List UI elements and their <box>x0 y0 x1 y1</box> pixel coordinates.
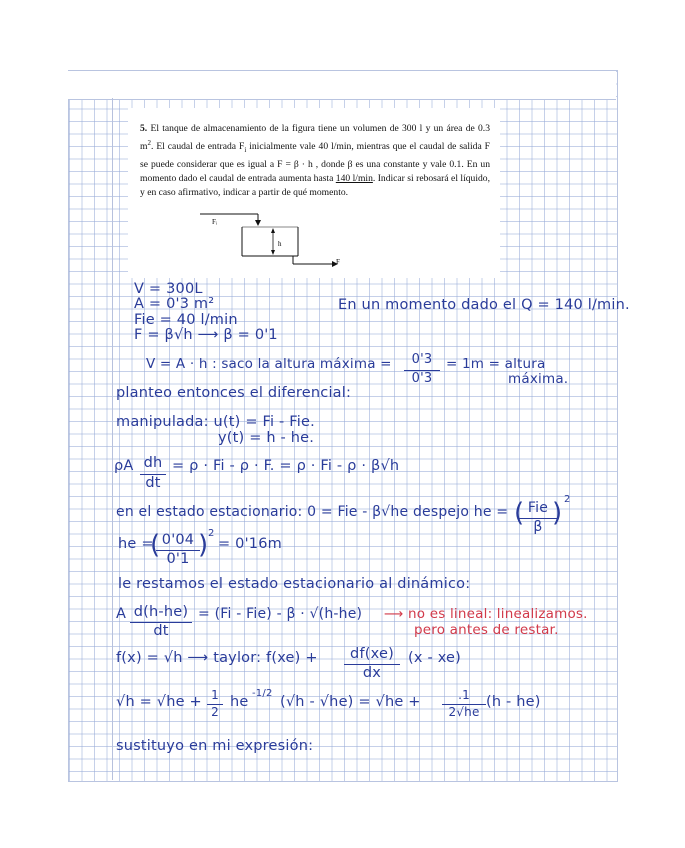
eq-sqrt-lin: √h = √he + <box>116 694 202 710</box>
note-nonlinear: ⟶ no es lineal: linealizamos. <box>384 606 588 622</box>
eq-taylor: f(x) = √h ⟶ taylor: f(xe) + <box>116 650 318 666</box>
frac-den-beta: β <box>533 519 543 535</box>
eq-he: he <box>230 694 249 710</box>
note-y-t: y(t) = h - he. <box>218 430 315 446</box>
note-f-beta: F = β√h ⟶ β = 0'1 <box>134 327 278 343</box>
problem-number: 5. <box>140 123 148 134</box>
height-label: h <box>278 240 282 248</box>
flow-out-label: F <box>336 258 340 266</box>
sup-2: 2 <box>147 139 151 148</box>
note-max-height: V = A · h : saco la altura máxima = <box>146 356 392 372</box>
note-before-subtract: pero antes de restar. <box>414 622 559 638</box>
frac-num-fie: Fie <box>527 500 549 516</box>
eq-rho-a: ρA <box>114 458 134 474</box>
problem-text-b: . El caudal de entrada F <box>150 141 245 153</box>
eq-he-value: = 0'16m <box>218 536 282 552</box>
eq-h-minus-he: (h - he) <box>486 694 541 710</box>
frac-num-01: .1 <box>458 688 470 702</box>
eq-he-label: he = <box>118 536 154 552</box>
eq-taylor-tail: (x - xe) <box>408 650 462 666</box>
sub-i: i <box>244 146 247 155</box>
frac-num-df: df(xe) <box>350 646 394 662</box>
frac-num-004: 0'04 <box>161 532 195 548</box>
note-manipulated: manipulada: u(t) = Fi - Fie. <box>116 414 315 430</box>
note-maxima: máxima. <box>508 371 569 387</box>
exp-minus-half: -1/2 <box>252 688 273 699</box>
exp-2: 2 <box>564 494 571 505</box>
problem-text-d: . Indicar si rebosará el líquido, y en caso afirmativo, indicar a partir de qué momento. <box>140 172 490 198</box>
frac-den-dt: dt <box>145 475 161 491</box>
exp-2: 2 <box>208 528 215 539</box>
problem-text-c: inicialmente vale 40 l/min, mientras que el caudal de salida F se puede considerar que es igual a F = β · h , donde β es una constante y vale 0.1. En un momento dado el caudal de entrada aumenta hasta <box>140 141 490 184</box>
note-differential: planteo entonces el diferencial: <box>116 385 352 401</box>
note-q-change: En un momento dado el Q = 140 l/min. <box>338 297 630 313</box>
note-1m: = 1m = altura <box>446 356 546 372</box>
eq-deviation: = (Fi - Fie) - β · √(h-he) <box>198 606 363 622</box>
printed-problem <box>128 108 500 278</box>
note-fie: Fie = 40 l/min <box>134 312 238 328</box>
note-volume: V = 300L <box>134 281 203 297</box>
note-substitute: sustituyo en mi expresión: <box>116 738 314 754</box>
eq-mass-balance: = ρ · Fi - ρ · F. = ρ · Fi - ρ · β√h <box>172 458 400 474</box>
problem-underlined: 140 l/min <box>335 172 373 184</box>
frac-den-2: 2 <box>211 705 219 719</box>
flow-in-label: Fᵢ <box>212 218 218 226</box>
frac-num-dh: dh <box>143 455 163 471</box>
paren-right: ) <box>552 498 563 528</box>
frac-den-dx: dx <box>362 665 382 681</box>
note-subtract: le restamos el estado estacionario al dinámico: <box>118 576 471 592</box>
frac-num-1: 1 <box>211 688 219 702</box>
frac-den-03: 0'3 <box>411 371 433 386</box>
note-area: A = 0'3 m² <box>134 296 215 312</box>
problem-text <box>140 122 490 200</box>
paren-right: ) <box>198 530 209 560</box>
frac-den-2sqrthe: 2√he <box>448 705 480 719</box>
eq-sqrt-diff: (√h - √he) = √he + <box>280 694 421 710</box>
frac-num-dhhe: d(h-he) <box>133 604 189 620</box>
eq-a: A <box>116 606 127 622</box>
page-header-band <box>68 70 616 100</box>
frac-den-dt: dt <box>153 623 169 639</box>
problem-text-a: El tanque de almacenamiento de la figura tiene un volumen de 300 l y un área de 0.3 m <box>140 123 490 153</box>
paren-left: ( <box>150 530 161 560</box>
paren-left: ( <box>514 498 525 528</box>
note-steady-state: en el estado estacionario: 0 = Fie - β√he despejo he = <box>116 504 509 520</box>
margin-line <box>112 98 113 780</box>
frac-den-01: 0'1 <box>166 551 190 567</box>
frac-num-03: 0'3 <box>411 352 433 367</box>
